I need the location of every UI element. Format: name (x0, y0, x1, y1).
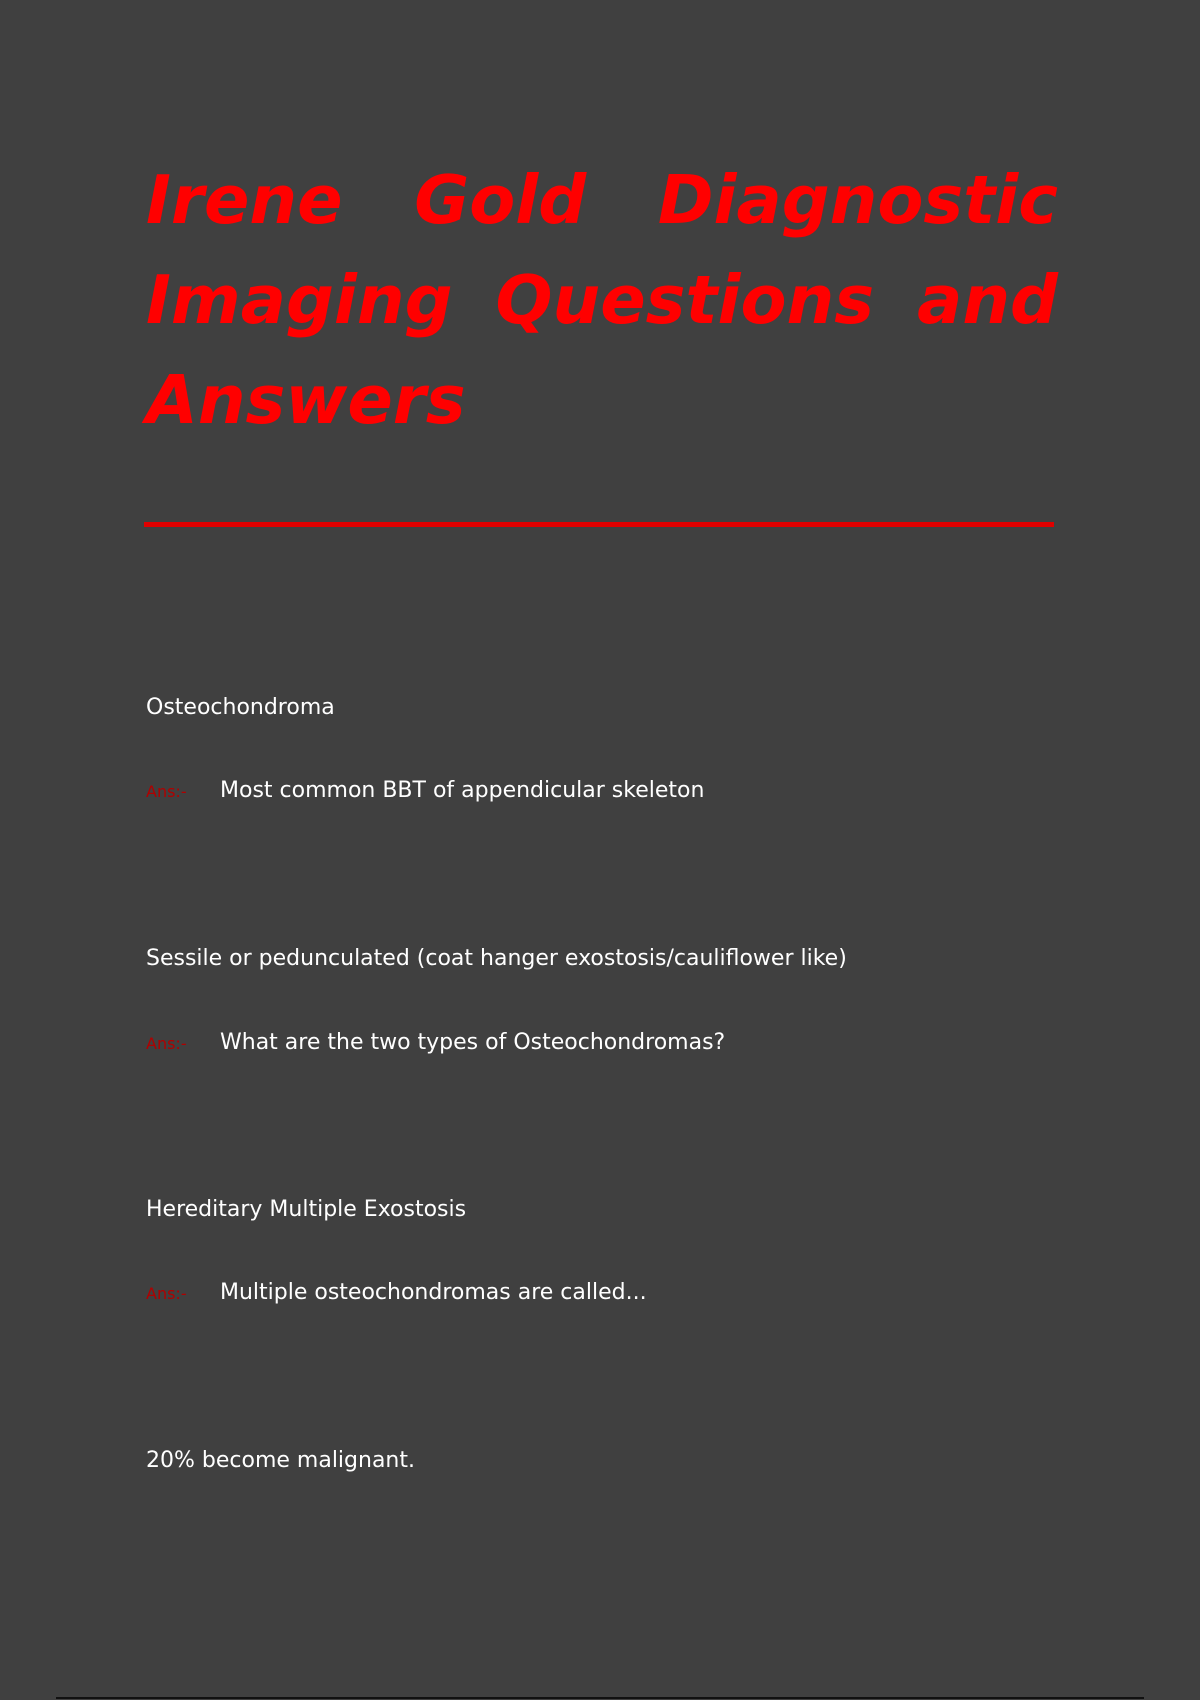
question-3: Hereditary Multiple Exostosis (146, 1197, 467, 1222)
answer-line-3 (146, 1278, 647, 1309)
question-1: Osteochondroma (146, 695, 335, 720)
answer-label: Ans:- (146, 782, 187, 801)
document-title: Irene Gold Diagnostic Imaging Questions and Answers (146, 161, 1058, 439)
answer-line-2 (146, 1028, 725, 1059)
answer-3: Multiple osteochondromas are called... (220, 1280, 647, 1305)
page-bottom-divider (56, 1697, 1144, 1699)
answer-label: Ans:- (146, 1034, 187, 1053)
question-2: Sessile or pedunculated (coat hanger exostosis/cauliflower like) (146, 946, 847, 971)
title-divider (144, 522, 1054, 527)
answer-1: Most common BBT of appendicular skeleton (220, 778, 705, 803)
trailing-text: 20% become malignant. (146, 1448, 415, 1473)
answer-2: What are the two types of Osteochondromas? (220, 1030, 726, 1055)
answer-line-1 (146, 776, 704, 807)
answer-label: Ans:- (146, 1284, 187, 1303)
